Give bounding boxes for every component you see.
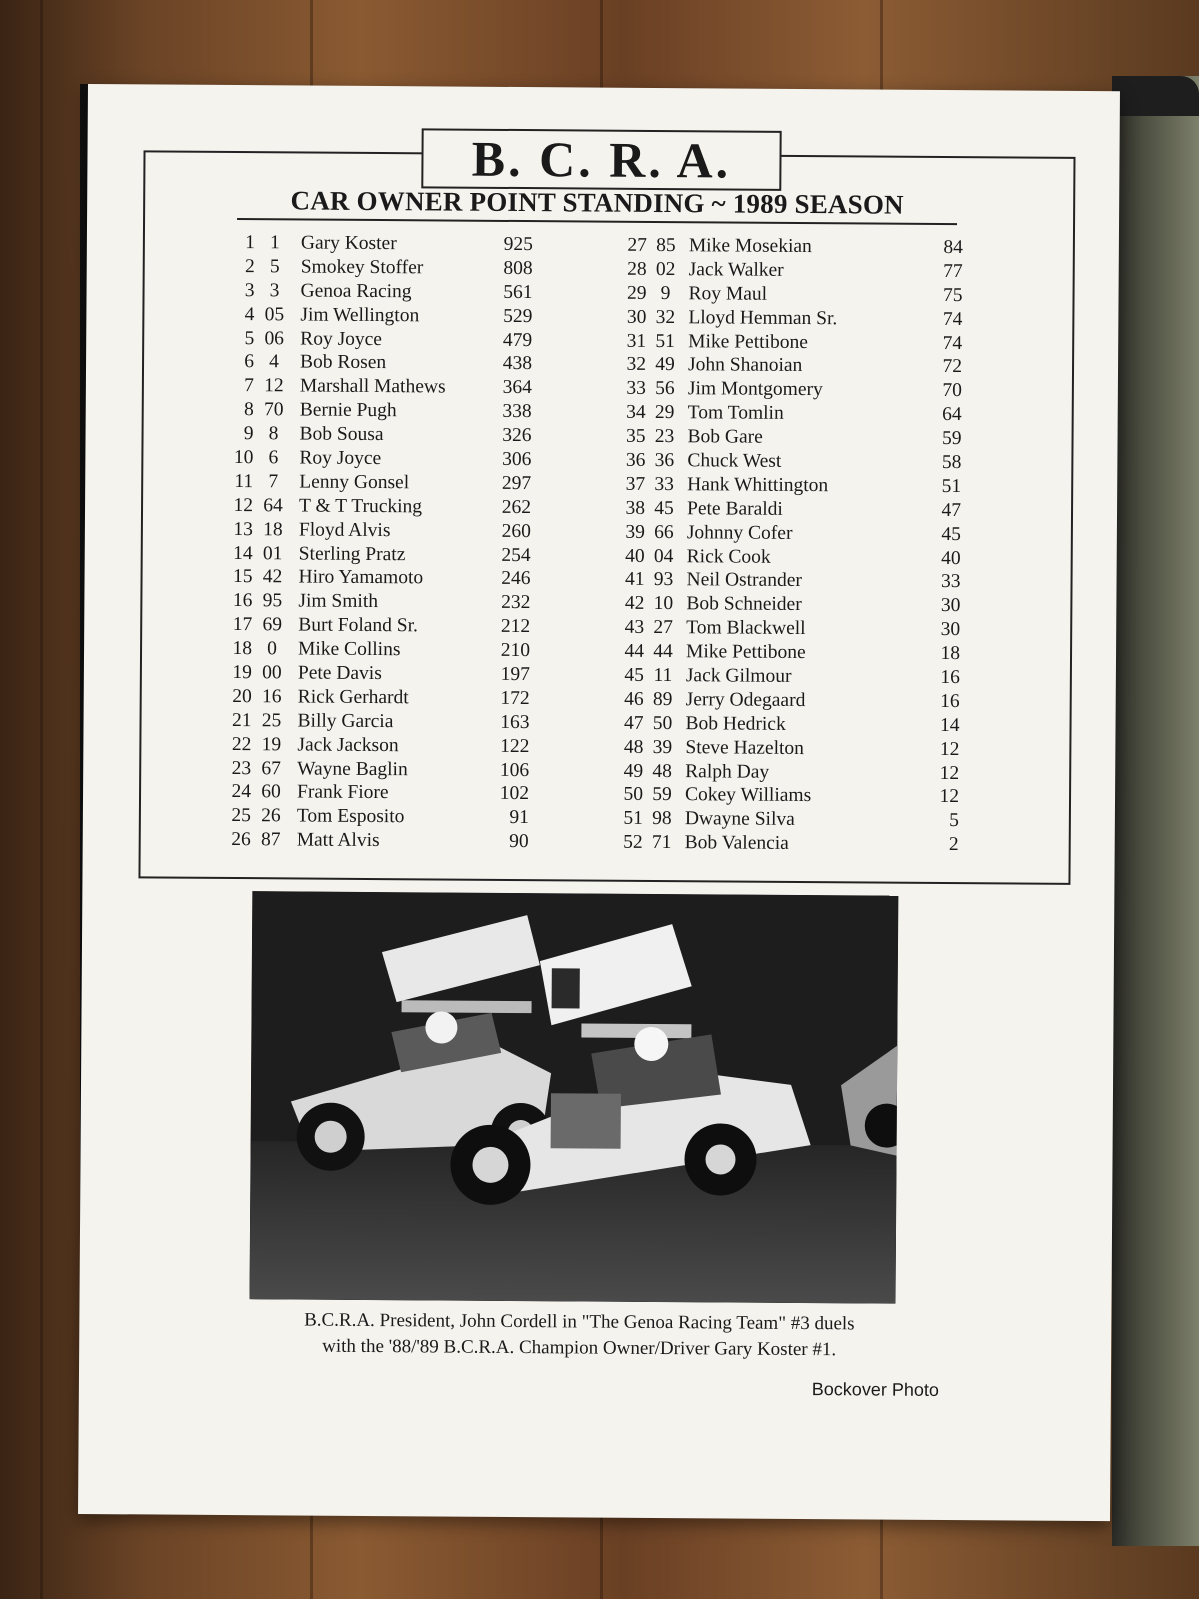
owner-name: Genoa Racing [300,280,412,302]
standing-row [225,446,545,472]
standing-row [223,828,543,854]
standing-row [603,735,963,761]
car-number: 33 [654,473,675,495]
points-total: 30 [940,619,961,641]
owner-name: Hiro Yamamoto [298,566,424,589]
points-total: 808 [503,257,533,279]
owner-name: Steve Hazelton [685,736,805,759]
points-total: 106 [499,759,530,781]
points-total: 74 [942,332,963,354]
standing-position: 38 [625,497,646,519]
points-total: 90 [509,831,529,853]
points-total: 197 [500,663,530,686]
standing-position: 40 [625,545,645,567]
standing-position: 30 [626,306,647,328]
points-total: 84 [943,236,963,259]
points-total: 479 [502,329,533,351]
points-total: 30 [940,595,961,617]
standing-position: 16 [232,590,253,612]
standing-row [223,757,543,783]
points-total: 529 [503,305,533,327]
book-cover-edge [1112,76,1199,1546]
car-number: 12 [264,375,284,397]
standing-row [227,231,547,257]
owner-name: Wayne Baglin [297,758,408,780]
car-number: 39 [652,736,673,758]
standing-row [604,640,964,666]
standing-position: 3 [244,279,255,301]
car-number: 27 [653,617,674,639]
car-number: 64 [263,494,283,517]
owner-name: Ralph Day [685,760,770,783]
standing-position: 25 [231,805,251,827]
owner-name: Jim Montgomery [687,378,823,401]
car-number: 95 [262,590,283,612]
car-number: 48 [652,760,673,782]
standing-position: 27 [627,234,647,256]
owner-name: Jerry Odegaard [685,689,806,711]
owner-name: Sterling Pratz [298,542,406,565]
car-number: 02 [655,258,676,280]
standing-position: 39 [625,521,645,543]
standing-row [226,350,546,376]
owner-name: Frank Fiore [296,781,389,804]
standing-row [605,496,965,522]
standing-row [224,589,544,615]
owner-name: Lloyd Hemman Sr. [688,306,838,329]
standing-row [605,544,965,570]
owner-name: Matt Alvis [296,829,380,852]
standing-row [223,804,543,830]
points-total: 16 [940,666,960,689]
standing-row [605,520,965,546]
points-total: 306 [502,448,532,471]
photo-caption [219,1307,939,1364]
standing-row [604,568,964,594]
car-number: 51 [655,330,676,352]
points-total: 5 [949,810,959,832]
car-number: 59 [652,784,672,806]
standing-row [226,303,546,329]
standing-row [603,783,963,809]
owner-name: Marshall Mathews [299,375,446,398]
car-number: 42 [262,566,283,588]
owner-name: Hank Whittington [687,474,829,497]
car-number: 36 [654,449,675,472]
standing-position: 2 [244,255,255,277]
car-number: 19 [261,733,282,756]
owner-name: Jim Wellington [300,304,420,326]
standing-row [605,449,965,475]
standing-row [606,329,966,355]
standing-row [225,518,545,544]
standing-row [605,473,965,499]
sprint-cars-image [250,891,899,1303]
car-number: 1 [269,232,280,254]
standing-position: 34 [626,401,646,424]
standing-position: 4 [244,303,255,325]
owner-name: John Shanoian [687,354,803,377]
standing-position: 37 [625,473,646,495]
standing-row [225,470,545,496]
standing-row [607,258,967,284]
points-total: 58 [941,451,962,474]
car-number: 0 [267,638,278,660]
standing-row [604,616,964,642]
points-total: 18 [940,643,961,665]
standing-row [604,688,964,714]
car-number: 44 [653,641,673,663]
standing-position: 41 [624,569,645,591]
owner-name: Burt Foland Sr. [298,614,419,637]
points-total: 75 [942,284,963,306]
points-total: 59 [941,428,962,450]
standing-position: 28 [627,258,647,280]
owner-name: T & T Trucking [298,495,423,518]
car-number: 87 [260,829,281,851]
car-number: 89 [652,688,673,710]
standing-row [226,327,546,353]
car-number: 50 [652,712,673,734]
owner-name: Floyd Alvis [298,519,391,541]
owner-name: Mike Mosekian [688,235,812,257]
owner-name: Smokey Stoffer [300,256,424,279]
points-total: 232 [501,592,531,614]
owner-name: Neil Ostrander [686,569,802,592]
car-number: 10 [653,593,674,615]
standing-position: 46 [624,688,644,710]
owner-name: Gary Koster [300,232,397,255]
points-total: 70 [942,380,962,402]
owner-name: Tom Tomlin [687,402,784,425]
car-number: 16 [261,686,282,708]
car-number: 70 [263,399,284,421]
standing-position: 12 [233,494,254,516]
standing-position: 8 [243,399,254,421]
standing-position: 5 [244,327,255,349]
points-total: 91 [509,807,529,829]
car-number: 3 [269,279,280,302]
points-total: 210 [500,639,531,662]
standing-position: 45 [624,664,644,686]
standing-position: 49 [623,760,644,782]
standing-position: 15 [232,566,253,588]
car-number: 67 [261,757,282,779]
standing-position: 20 [232,685,252,708]
points-total: 40 [941,547,961,569]
standing-position: 43 [624,616,645,639]
race-photo [250,891,899,1303]
car-number: 25 [261,709,282,732]
owner-name: Dwayne Silva [684,808,795,831]
standing-row [223,780,543,806]
owner-name: Bob Schneider [686,593,802,616]
car-number: 98 [652,808,672,830]
owner-name: Roy Joyce [300,327,383,350]
points-total: 438 [502,353,533,375]
standing-position: 47 [623,712,644,734]
standing-row [604,592,964,618]
standing-position: 22 [231,733,252,755]
points-total: 74 [942,308,963,330]
car-number: 60 [261,781,281,803]
owner-name: Bernie Pugh [299,399,397,422]
car-number: 45 [654,497,674,519]
owner-name: Rick Cook [686,545,771,568]
wood-grain [40,0,43,1599]
standing-position: 17 [232,614,253,636]
standing-row [606,401,966,427]
standing-position: 11 [234,470,254,493]
standing-position: 29 [626,282,647,304]
standing-row [224,613,544,639]
points-total: 51 [941,475,962,497]
owner-name: Bob Rosen [299,351,387,374]
car-number: 8 [268,423,279,445]
standing-row [603,831,963,857]
standing-row [606,377,966,403]
owner-name: Lenny Gonsel [299,471,410,494]
owner-name: Jim Smith [298,590,379,613]
car-number: 69 [262,614,283,636]
book-spine-corner [1112,76,1199,116]
standing-row [225,422,545,448]
car-number: 71 [651,832,672,854]
standing-position: 50 [623,784,644,806]
standing-position: 1 [245,232,255,254]
points-total: 33 [940,571,961,593]
owner-name: Mike Collins [297,638,401,661]
standing-row [603,759,963,785]
owner-name: Jack Walker [688,259,784,281]
points-total: 172 [500,687,530,709]
standing-position: 21 [231,709,252,731]
points-total: 16 [940,690,960,712]
owner-name: Bob Hedrick [685,712,786,735]
points-total: 12 [939,762,960,784]
caption-line-1: B.C.R.A. President, John Cordell in "The Genoa Racing Team" #3 duels [304,1309,855,1335]
standing-position: 42 [624,593,645,615]
car-number: 56 [655,378,675,400]
standing-row [224,661,544,687]
car-number: 06 [264,327,285,349]
car-number: 93 [653,569,674,591]
standing-row [605,425,965,451]
car-number: 6 [268,447,279,469]
standing-position: 44 [624,640,645,662]
owner-name: Jack Jackson [297,734,399,756]
points-total: 561 [503,281,533,303]
points-total: 163 [500,711,530,733]
points-total: 12 [939,786,960,808]
points-total: 47 [941,499,962,521]
owner-name: Roy Joyce [299,447,382,470]
standing-position: 13 [233,518,253,540]
standing-row [604,664,964,690]
points-total: 72 [942,356,963,378]
standing-row [603,711,963,737]
standing-position: 24 [231,781,252,803]
owner-name: Bob Sousa [299,423,384,446]
owner-name: Cokey Williams [684,784,812,807]
standing-row [606,353,966,379]
standing-row [226,279,546,305]
owner-name: Pete Baraldi [686,497,783,520]
standing-position: 10 [233,446,254,469]
points-total: 260 [501,520,531,542]
owner-name: Mike Pettibone [688,330,808,353]
standing-row [607,234,967,260]
page-title: B. C. R. A. [421,128,781,191]
standing-row [225,542,545,568]
standing-row [606,305,966,331]
car-number: 05 [264,303,285,325]
points-total: 45 [941,523,961,545]
standings-column-right [603,234,967,858]
points-total: 212 [500,616,531,638]
points-total: 364 [502,377,532,399]
standings-subtitle: CAR OWNER POINT STANDING ~ 1989 SEASON [237,185,957,225]
points-total: 14 [939,714,960,736]
owner-name: Johnny Cofer [686,521,793,544]
standing-position: 33 [626,378,646,400]
standing-row [606,281,966,307]
car-number: 18 [263,518,283,540]
standing-position: 36 [625,449,646,471]
points-total: 2 [948,834,959,856]
owner-name: Roy Maul [688,282,768,305]
points-total: 246 [501,568,531,590]
car-number: 01 [262,542,283,564]
points-total: 254 [501,544,531,566]
owner-name: Tom Esposito [296,805,405,828]
car-number: 00 [262,662,282,684]
points-total: 64 [942,404,962,426]
standing-position: 52 [623,831,643,854]
owner-name: Billy Garcia [297,710,394,732]
car-number: 5 [269,256,280,278]
standing-position: 23 [231,757,252,779]
car-number: 7 [268,471,279,493]
standing-row [224,565,544,591]
points-total: 122 [500,735,530,757]
standing-position: 26 [231,829,251,851]
car-number: 66 [654,521,674,543]
points-total: 925 [503,233,533,256]
car-number: 11 [653,664,673,687]
points-total: 77 [943,260,963,282]
photo-credit: Bockover Photo [811,1379,939,1400]
car-number: 32 [655,306,676,328]
owner-name: Chuck West [687,450,782,472]
points-total: 338 [502,401,532,423]
points-total: 12 [939,738,960,760]
owner-name: Rick Gerhardt [297,686,409,709]
points-total: 102 [499,783,530,805]
owner-name: Pete Davis [297,662,382,685]
car-number: 85 [656,234,676,257]
standing-position: 31 [626,330,647,352]
points-total: 326 [502,424,532,447]
points-total: 297 [501,472,532,494]
caption-line-2: with the '88/'89 B.C.R.A. Champion Owner/Driver Gary Koster #1. [322,1335,837,1361]
standing-position: 48 [623,736,644,758]
magazine-page [78,84,1120,1521]
standing-position: 32 [626,354,647,376]
points-total: 262 [501,496,532,518]
car-number: 4 [269,351,280,373]
standing-position: 18 [232,638,253,660]
car-number: 26 [261,805,281,827]
standing-position: 6 [244,351,255,373]
standing-position: 19 [232,661,252,684]
standing-row [224,685,544,711]
car-number: 23 [654,426,675,448]
owner-name: Bob Valencia [684,832,789,855]
car-number: 29 [654,402,675,424]
standing-position: 14 [233,542,253,564]
standings-column-left [223,231,547,854]
owner-name: Mike Pettibone [685,641,806,664]
standing-row [603,807,963,833]
car-number: 49 [655,354,675,376]
standing-position: 7 [244,375,254,397]
car-number: 04 [653,545,674,567]
standing-row [226,374,546,400]
owner-name: Tom Blackwell [686,617,806,640]
standing-row [225,494,545,520]
standing-position: 35 [625,425,646,447]
standing-row [226,398,546,424]
owner-name: Bob Gare [687,426,763,448]
car-number: 9 [660,282,671,304]
standing-position: 9 [243,423,254,445]
standing-row [224,637,544,663]
owner-name: Jack Gilmour [685,665,792,687]
standing-position: 51 [623,808,643,830]
standing-row [227,255,547,281]
standing-row [223,733,543,759]
standing-row [223,709,543,735]
